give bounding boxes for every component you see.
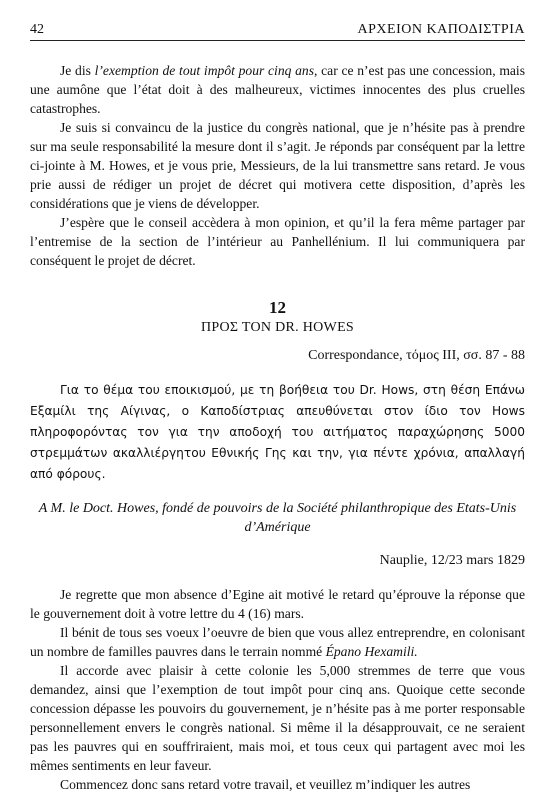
- page-header: [30, 22, 525, 41]
- letter-paragraph-1: Je regrette que mon absence d’Egine ait motivé le retard qu’éprouve la réponse que le gouvernement doit à votre lettre du 4 (16) mars.: [30, 587, 525, 621]
- intro-p1-end: , car ce n’est pas une concession, mais une aumône que l’état doit à des malheureux, victimes innocentes des plus cruelles catastrophes.: [30, 63, 525, 116]
- letter-p2-italic: Épano Hexamili.: [325, 644, 418, 659]
- letter-summary: Για το θέμα του εποικισμού, με τη βοήθεια του Dr. Hows, στη θέση Επάνω Εξαμίλι της Αίγινας, ο Καποδίστριας απευθύνεται στον ίδιο τον Hows πληροφορόντας τον για την αποδοχή του αιτήματος παραχώρησης 5000 στρεμμάτων ακαλλιέργητου Εθνικής Γης και την, για πέντε χρόνια, απαλλαγή από φόρους.: [30, 383, 525, 481]
- intro-paragraph-1: [30, 61, 525, 118]
- letter-p2-start: Il bénit de tous ses voeux l’oeuvre de bien que vous allez entreprendre, en colonisant un nombre de familles pauvres dans le terrain nommé: [30, 625, 525, 659]
- letter-address: A M. le Doct. Howes, fondé de pouvoirs de la Société philanthropique des Etats-Unis d’Amérique: [38, 501, 517, 535]
- letter-recipient: ΠΡΟΣ ΤΟΝ DR. HOWES: [200, 320, 355, 335]
- intro-paragraph-3: J’espère que le conseil accèdera à mon opinion, et qu’il la fera même partager par l’entremise de la section de l’intérieur au Panhellénium. Il lui communiquera par conséquent le projet de décret.: [30, 215, 525, 268]
- intro-p1-start: Je dis: [60, 63, 95, 78]
- letter-paragraph-3: Il accorde avec plaisir à cette colonie les 5,000 stremmes de terre que vous demandez, ainsi que l’exemption de tout impôt pour cinq ans. Quoique cette seconde concession dépasse les pouvoirs du gouvernement, je n’hésite pas à me porter responsable personnellement envers le congrès national. Si même il la désapprouvait, ce ne seraient pas les pauvres qui en souffriraient, mais moi, et tous ceux qui partagent avec moi les mêmes sentiments en leur faveur.: [30, 663, 525, 773]
- intro-p1-italic: l’exemption de tout impôt pour cinq ans: [94, 63, 315, 78]
- letter-paragraph-2: [30, 623, 525, 661]
- page-number: 42: [30, 22, 44, 37]
- letter-date: Nauplie, 12/23 mars 1829: [379, 553, 525, 568]
- letter-body: [30, 585, 525, 794]
- intro-text: [30, 61, 525, 270]
- intro-paragraph-2: Je suis si convaincu de la justice du congrès national, que je n’hésite pas à prendre sur ma seule responsabilité la mesure dont il s’agit. Je réponds par conséquent par la lettre ci-jointe à M. Howes, et je vous prie, Messieurs, de la lui transmettre sans retard. Je vous prie aussi de rédiger un projet de décret qui motivera cette disposition, d’après les considérations que je viens de développer.: [30, 120, 525, 211]
- letter-paragraph-4: Commencez donc sans retard votre travail, et veuillez m’indiquer les autres: [60, 777, 471, 792]
- letter-number: 12: [269, 298, 286, 317]
- running-title: ΑΡΧΕΙΟΝ ΚΑΠΟΔΙΣΤΡΙΑ: [357, 22, 525, 37]
- document-page: [30, 22, 525, 794]
- letter-source: Correspondance, τόμος III, σσ. 87 - 88: [308, 348, 525, 363]
